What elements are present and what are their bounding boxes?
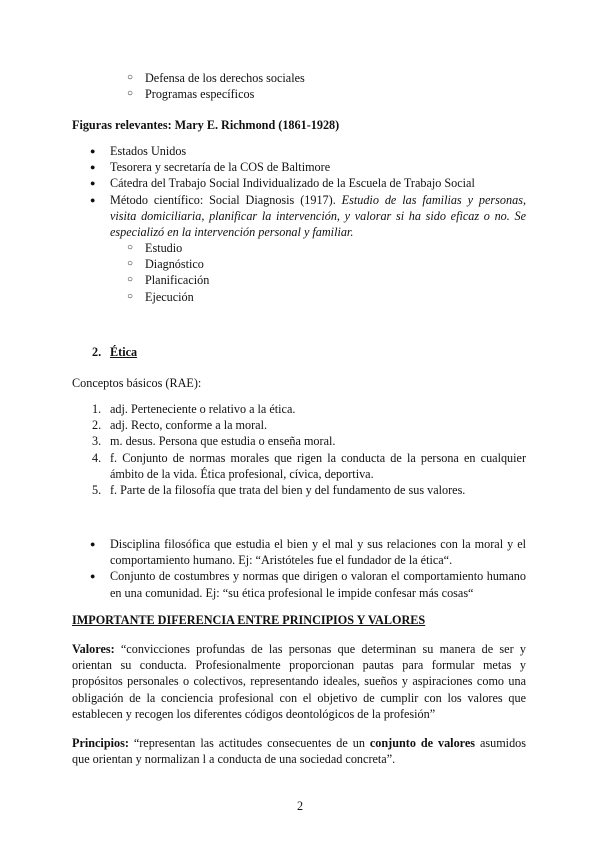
richmond-heading: Figuras relevantes: Mary E. Richmond (1861-1928): [72, 118, 340, 132]
circle-bullet-icon: ○: [127, 290, 134, 302]
circle-bullet-icon: ○: [127, 88, 134, 100]
definitions-list: [0, 401, 600, 498]
method-paragraph: Método científico: Social Diagnosis (1917). Estudio de las familias y personas, visita domiciliaria, planificar la intervención, y valorar si ha sido eficaz o no. Se especializó en la intervención personal y familiar.: [110, 193, 526, 240]
list-item: 2. adj. Recto, conforme a la moral.: [92, 418, 268, 433]
circle-bullet-icon: ○: [127, 274, 134, 286]
page-number: 2: [296, 799, 304, 813]
circle-bullet-icon: ○: [127, 258, 134, 270]
circle-bullet-icon: ○: [127, 72, 134, 83]
etica-bullet-list: [0, 536, 600, 601]
list-item: ● Tesorera y secretaría de la COS de Baltimore: [90, 160, 331, 175]
list-item: ○ Planificación: [127, 273, 210, 288]
principios-valores-heading: IMPORTANTE DIFERENCIA ENTRE PRINCIPIOS Y VALORES: [72, 613, 426, 627]
list-item: ○ Defensa de los derechos sociales: [127, 71, 305, 85]
list-item: 5. f. Parte de la filosofía que trata del bien y del fundamento de sus valores.: [92, 482, 466, 497]
valores-paragraph: Valores: “convicciones profundas de las personas que determinan su manera de ser y orientan su conducta. Profesionalmente proporcionan pautas para formular metas y propósitos personales o colectivos, representando ideales, sueños y aspiraciones como una obligación de la conciencia profesional con el objetivo de cumplir con los valores que establecen y recogen los diferentes códigos deontológicos de la profesión”: [72, 642, 526, 721]
top-sub-list: [0, 70, 600, 102]
list-item: 4. f. Conjunto de normas morales que rigen la conducta de la persona en cualquier ámbito de la vida. Ética profesional, cívica, deportiva.: [92, 450, 526, 481]
disc-bullet-icon: ●: [90, 162, 96, 173]
concepts-label: Conceptos básicos (RAE):: [72, 376, 202, 390]
list-item: ● Cátedra del Trabajo Social Individualizado de la Escuela de Trabajo Social: [90, 176, 475, 191]
circle-bullet-icon: ○: [127, 242, 134, 253]
list-item: ● Disciplina filosófica que estudia el bien y el mal y sus relaciones con la moral y el comportamiento humano. Ej: “Aristóteles fue el fundador de la ética“.: [90, 537, 526, 568]
method-steps-list: [0, 240, 600, 305]
disc-bullet-icon: ●: [90, 146, 96, 156]
richmond-bullet-list: [0, 143, 600, 192]
list-item: ○ Estudio: [127, 241, 183, 255]
disc-bullet-icon: ●: [90, 178, 96, 189]
list-item: ○ Ejecución: [127, 289, 194, 304]
list-item: ○ Programas específicos: [127, 87, 255, 102]
principios-paragraph: Principios: “representan las actitudes consecuentes de un conjunto de valores asumidos que orientan y normalizan l a conducta de una sociedad concreta”.: [72, 736, 526, 767]
list-item: ○ Diagnóstico: [127, 257, 204, 272]
list-item: ● Estados Unidos: [90, 144, 187, 158]
disc-bullet-icon: ●: [90, 539, 96, 549]
list-item: 1. adj. Perteneciente o relativo a la ética.: [92, 402, 296, 416]
list-item: ● Conjunto de costumbres y normas que dirigen o valoran el comportamiento humano en una comunidad. Ej: “su ética profesional le impide confesar más cosas“: [90, 569, 526, 600]
list-item: 3. m. desus. Persona que estudia o enseña moral.: [92, 434, 336, 449]
disc-bullet-icon: ●: [90, 195, 96, 205]
document-page: ○ Defensa de los derechos sociales ○ Programas específicos Figuras relevantes: Mary E. Richmond (1861-1928) ● Estados Unidos ● Tesorera y secretaría de la COS de Baltimore ● Cátedra del Trabajo Social Individualizado de la Escuela de Trabajo Social ● Método científico: Social Diagnosis (1917). Estudio de las familias y personas, visita domiciliaria, planificar la intervención, y valorar si ha sido eficaz o no. Se especializó en la intervención personal y familiar. ○ Estudio ○ Diagnóstico ○ Planificación ○ Ejecución 2. Ética Conceptos básicos (RAE): 1. adj. Perteneciente o relativo a la ética. 2. adj. Recto, conforme a la moral. 3. m. desus. Persona que estudia o enseña moral. 4. f. Conjunto de normas morales que rigen la conducta de la persona en cualquier ámbito de la vida. Ética profesional, cívica, deportiva. 5. f. Parte de la filosofía que trata del bien y del fundamento de sus valores. ● Disciplina filosófica que estudia el bien y el mal y sus relaciones con la moral y el comportamiento humano. Ej: “Aristóteles fue el fundador de la ética“. ● Conjunto de costumbres y normas que dirigen o valoran el comportamiento humano en una comunidad. Ej: “su ética profesional le impide confesar más cosas“ IMPORTANTE DIFERENCIA ENTRE PRINCIPIOS Y VALORES Valores: “convicciones profundas de las personas que determinan su manera de ser y orientan su conducta. Profesionalmente proporcionan pautas para formular metas y propósitos personales o colectivos, representando ideales, sueños y aspiraciones como una obligación de la conciencia profesional con el objetivo de cumplir con los valores que establecen y recogen los diferentes códigos deontológicos de la profesión” Principios: “representan las actitudes consecuentes de un conjunto de valores asumidos que orientan y normalizan l a conducta de una sociedad concreta”. 2: [0, 0, 600, 848]
disc-bullet-icon: ●: [90, 571, 96, 582]
